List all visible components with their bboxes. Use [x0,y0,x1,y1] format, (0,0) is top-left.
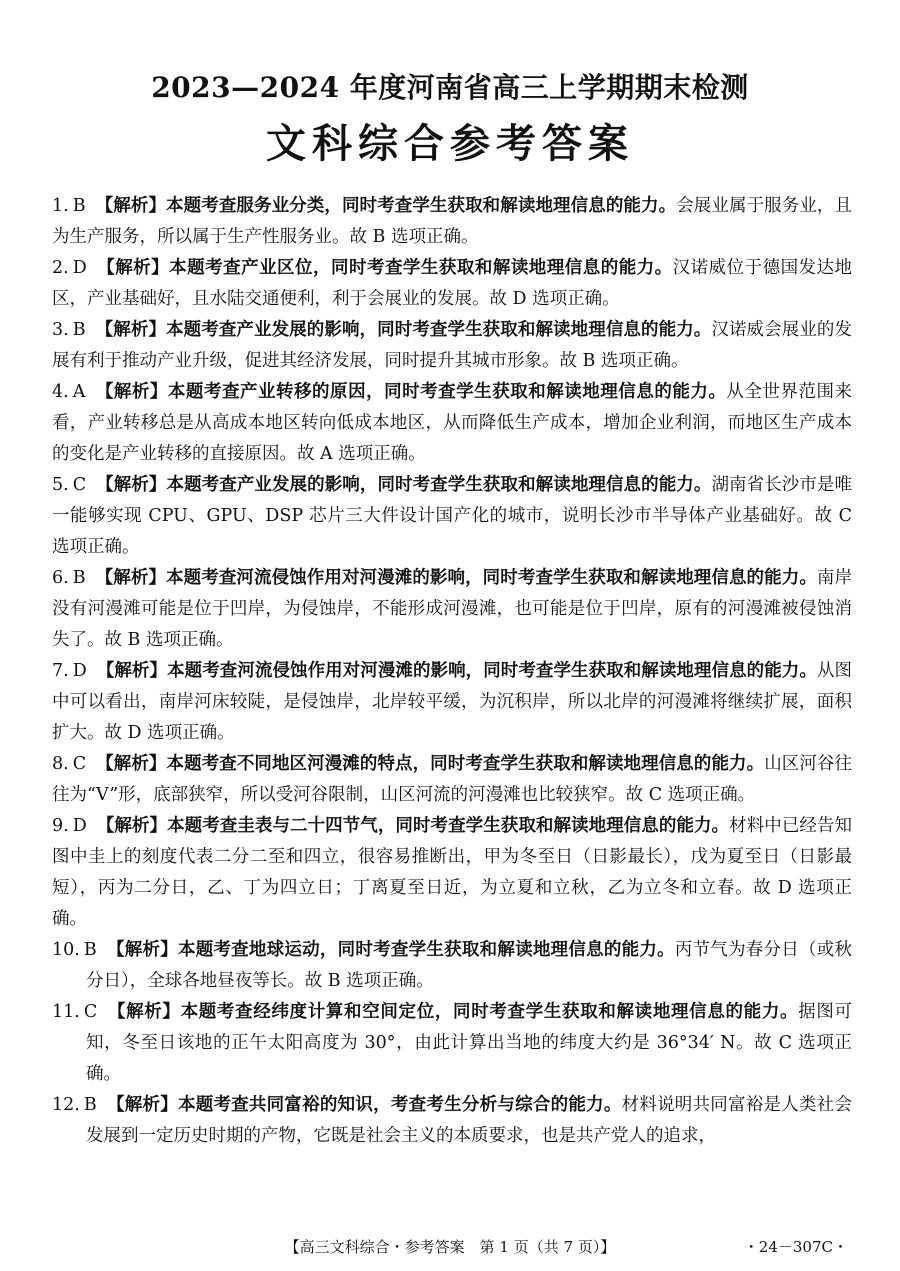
footer-page-info: 【高三文科综合・参考答案 第 1 页（共 7 页）】 [284,1238,616,1256]
answer-choice: B [72,568,86,588]
answer-number: 5. [52,475,69,495]
answer-choice: B [83,940,97,960]
answer-number: 11. [52,1002,80,1022]
answer-item [52,191,852,253]
answer-number: 7. [52,661,69,681]
answer-item [52,377,852,470]
answer-choice: C [72,475,87,495]
answer-choice: D [72,816,87,836]
answer-item [52,315,852,377]
answer-choice: C [83,1002,98,1022]
answer-summary: 本题考查服务业分类，同时考查学生获取和解读地理信息的能力。 [166,196,677,216]
analysis-tag: 【解析】 [106,1095,178,1115]
answer-summary: 本题考查产业发展的影响，同时考查学生获取和解读地理信息的能力。 [166,320,712,340]
answer-choice: B [83,1095,97,1115]
answer-number: 10. [52,940,80,960]
answer-body: 材料中已经告知图中圭上的刻度代表二分二至和四立，很容易推断出，甲为冬至日（日影最长），戊为夏至日（日影最短），丙为二分日，乙、丁为四立日；丁离夏至日近，为立夏和立秋，乙为立冬和立春。故 D 选项正确。 [52,816,853,929]
answer-number: 8. [52,754,69,774]
answer-choice: C [72,754,87,774]
answer-item [52,935,852,997]
answer-number: 9. [52,816,69,836]
answer-list [52,191,852,1152]
answer-body: 汉诺威位于德国发达地区，产业基础好，且水陆交通便利，利于会展业的发展。故 D 选项正确。 [52,258,853,309]
answer-number: 1. [52,196,69,216]
answer-body: 汉诺威会展业的发展有利于推动产业升级，促进其经济发展，同时提升其城市形象。故 B 选项正确。 [52,320,853,371]
answer-item [52,253,852,315]
answer-summary: 本题考查地球运动，同时考查学生获取和解读地理信息的能力。 [177,940,675,960]
answer-number: 2. [52,258,69,278]
analysis-tag: 【解析】 [96,816,168,836]
footer-doc-code: ・24－307C・ [743,1238,848,1256]
analysis-tag: 【解析】 [96,661,168,681]
analysis-tag: 【解析】 [95,568,167,588]
answer-body: 从全世界范围来看，产业转移总是从高成本地区转向低成本地区，从而降低生产成本，增加企业利润，而地区生产成本的变化是产业转移的直接原因。故 A 选项正确。 [52,382,852,464]
page-subtitle: 文科综合参考答案 [266,121,634,167]
answer-item [52,1090,852,1152]
answer-choice: D [72,661,87,681]
analysis-tag: 【解析】 [95,196,167,216]
answer-number: 3. [52,320,69,340]
answer-body: 据图可知，冬至日该地的正午太阳高度为 30°，由此计算出当地的纬度大约是 36°34′ N。故 C 选项正确。 [86,1002,853,1084]
answer-number: 6. [52,568,69,588]
answer-summary: 本题考查产业区位，同时考查学生获取和解读地理信息的能力。 [169,258,673,278]
answer-item [52,749,852,811]
answer-choice: A [72,382,86,402]
answer-summary: 本题考查经纬度计算和空间定位，同时考查学生获取和解读地理信息的能力。 [180,1002,799,1022]
answer-item [52,997,852,1090]
answer-choice: D [72,258,87,278]
analysis-tag: 【解析】 [107,1002,181,1022]
analysis-tag: 【解析】 [106,940,178,960]
answer-item [52,656,852,749]
answer-choice: B [72,196,86,216]
page-footer [0,1236,900,1260]
answer-summary: 本题考查共同富裕的知识，考查考生分析与综合的能力。 [177,1095,622,1115]
answer-number: 12. [52,1095,80,1115]
answer-summary: 本题考查产业转移的原因，同时考查学生获取和解读地理信息的能力。 [167,382,727,402]
answer-body: 会展业属于服务业，且为生产服务，所以属于生产性服务业。故 B 选项正确。 [52,196,853,247]
answer-body: 从图中可以看出，南岸河床较陡，是侵蚀岸，北岸较平缓，为沉积岸，所以北岸的河漫滩将继续扩展，面积扩大。故 D 选项正确。 [52,661,853,743]
answer-item [52,811,852,935]
answer-body: 材料说明共同富裕是人类社会发展到一定历史时期的产物，它既是社会主义的本质要求，也是共产党人的追求， [86,1095,853,1146]
answer-choice: B [72,320,86,340]
answer-number: 4. [52,382,69,402]
answer-summary: 本题考查不同地区河漫滩的特点，同时考查学生获取和解读地理信息的能力。 [166,754,765,774]
answer-body: 湖南省长沙市是唯一能够实现 CPU、GPU、DSP 芯片三大件设计国产化的城市，说明长沙市半导体产业基础好。故 C 选项正确。 [52,475,853,557]
analysis-tag: 【解析】 [96,475,167,495]
analysis-tag: 【解析】 [95,320,167,340]
answer-body: 丙节气为春分日（或秋分日），全球各地昼夜等长。故 B 选项正确。 [86,940,853,991]
analysis-tag: 【解析】 [96,258,170,278]
answer-body: 南岸没有河漫滩可能是位于凹岸，为侵蚀岸，不能形成河漫滩，也可能是位于凹岸，原有的河漫滩被侵蚀消失了。故 B 选项正确。 [52,568,853,650]
answer-item [52,563,852,656]
answer-summary: 本题考查河流侵蚀作用对河漫滩的影响，同时考查学生获取和解读地理信息的能力。 [166,568,817,588]
answer-item [52,470,852,563]
analysis-tag: 【解析】 [95,382,168,402]
answer-summary: 本题考查产业发展的影响，同时考查学生获取和解读地理信息的能力。 [166,475,712,495]
answer-body: 山区河谷往往为“V”形，底部狭窄，所以受河谷限制，山区河流的河漫滩也比较狭窄。故 C 选项正确。 [52,754,853,805]
analysis-tag: 【解析】 [96,754,167,774]
answer-summary: 本题考查圭表与二十四节气，同时考查学生获取和解读地理信息的能力。 [167,816,730,836]
answer-summary: 本题考查河流侵蚀作用对河漫滩的影响，同时考查学生获取和解读地理信息的能力。 [167,661,817,681]
page-title: 2023—2024 年度河南省高三上学期期末检测 [151,71,749,104]
